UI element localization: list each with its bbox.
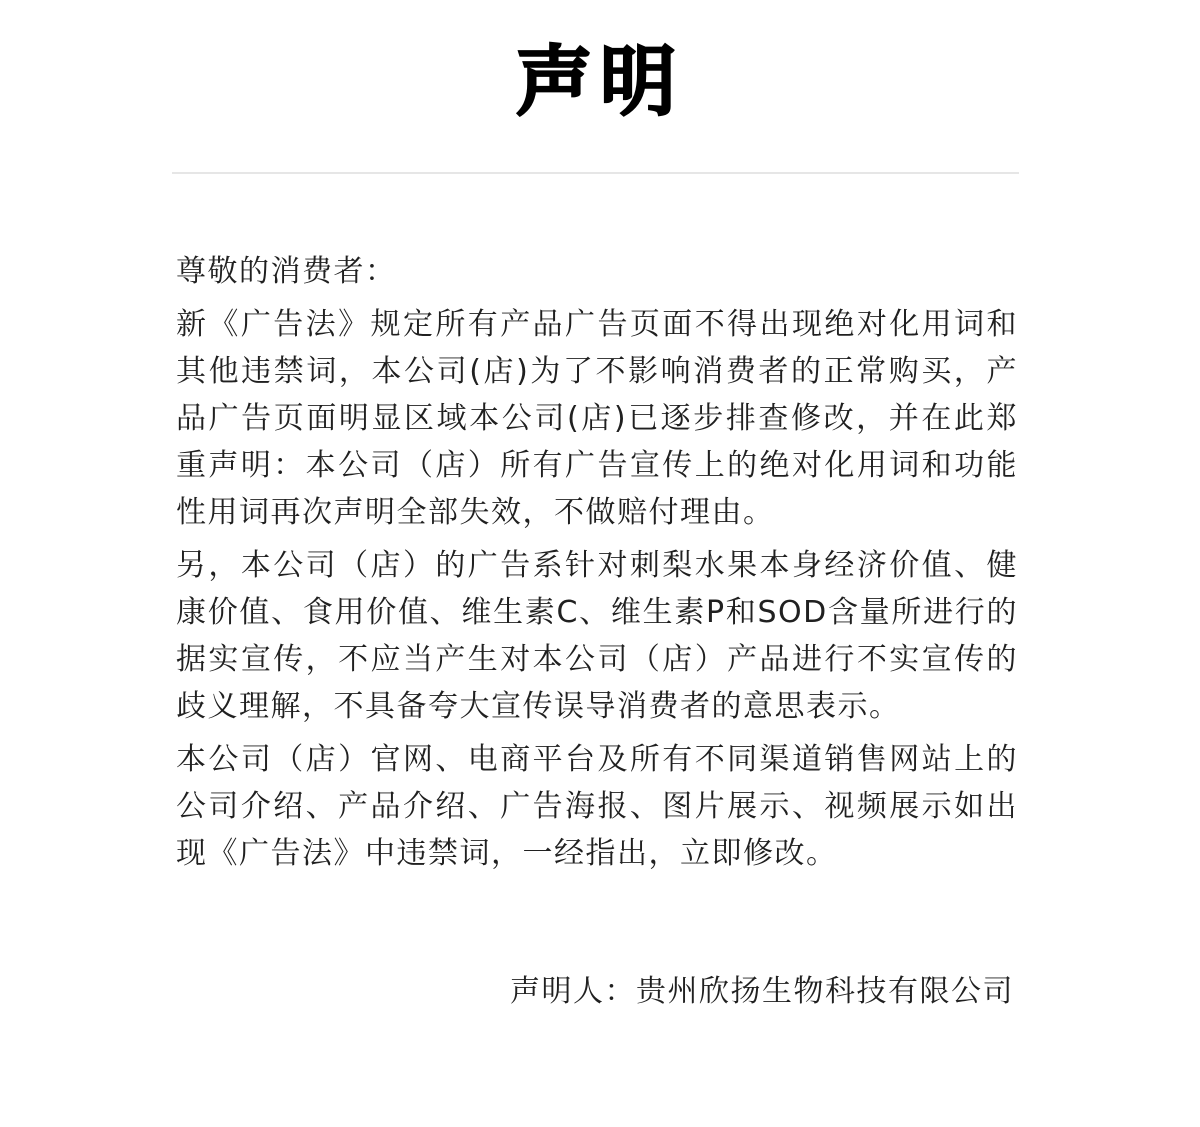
- paragraph-1: 新《广告法》规定所有产品广告页面不得出现绝对化用词和其他违禁词，本公司(店)为了不影响消费者的正常购买，产品广告页面明显区域本公司(店)已逐步排查修改，并在此郑重声明：本公司（店）所有广告宣传上的绝对化用词和功能性用词再次声明全部失效，不做赔付理由。: [176, 307, 1018, 530]
- greeting: 尊敬的消费者：: [176, 254, 397, 289]
- signature: 声明人：贵州欣扬生物科技有限公司: [510, 974, 1014, 1009]
- paragraph-2: 另，本公司（店）的广告系针对刺梨水果本身经济价值、健康价值、食用价值、维生素C、维生素P和SOD含量所进行的据实宣传，不应当产生对本公司（店）产品进行不实宣传的歧义理解，不具备夸大宣传误导消费者的意思表示。: [176, 548, 1018, 724]
- statement-body: [176, 248, 1018, 883]
- page-title: 声明: [516, 37, 684, 126]
- divider: [172, 172, 1019, 174]
- paragraph-3: 本公司（店）官网、电商平台及所有不同渠道销售网站上的公司介绍、产品介绍、广告海报、图片展示、视频展示如出现《广告法》中违禁词，一经指出，立即修改。: [176, 742, 1018, 871]
